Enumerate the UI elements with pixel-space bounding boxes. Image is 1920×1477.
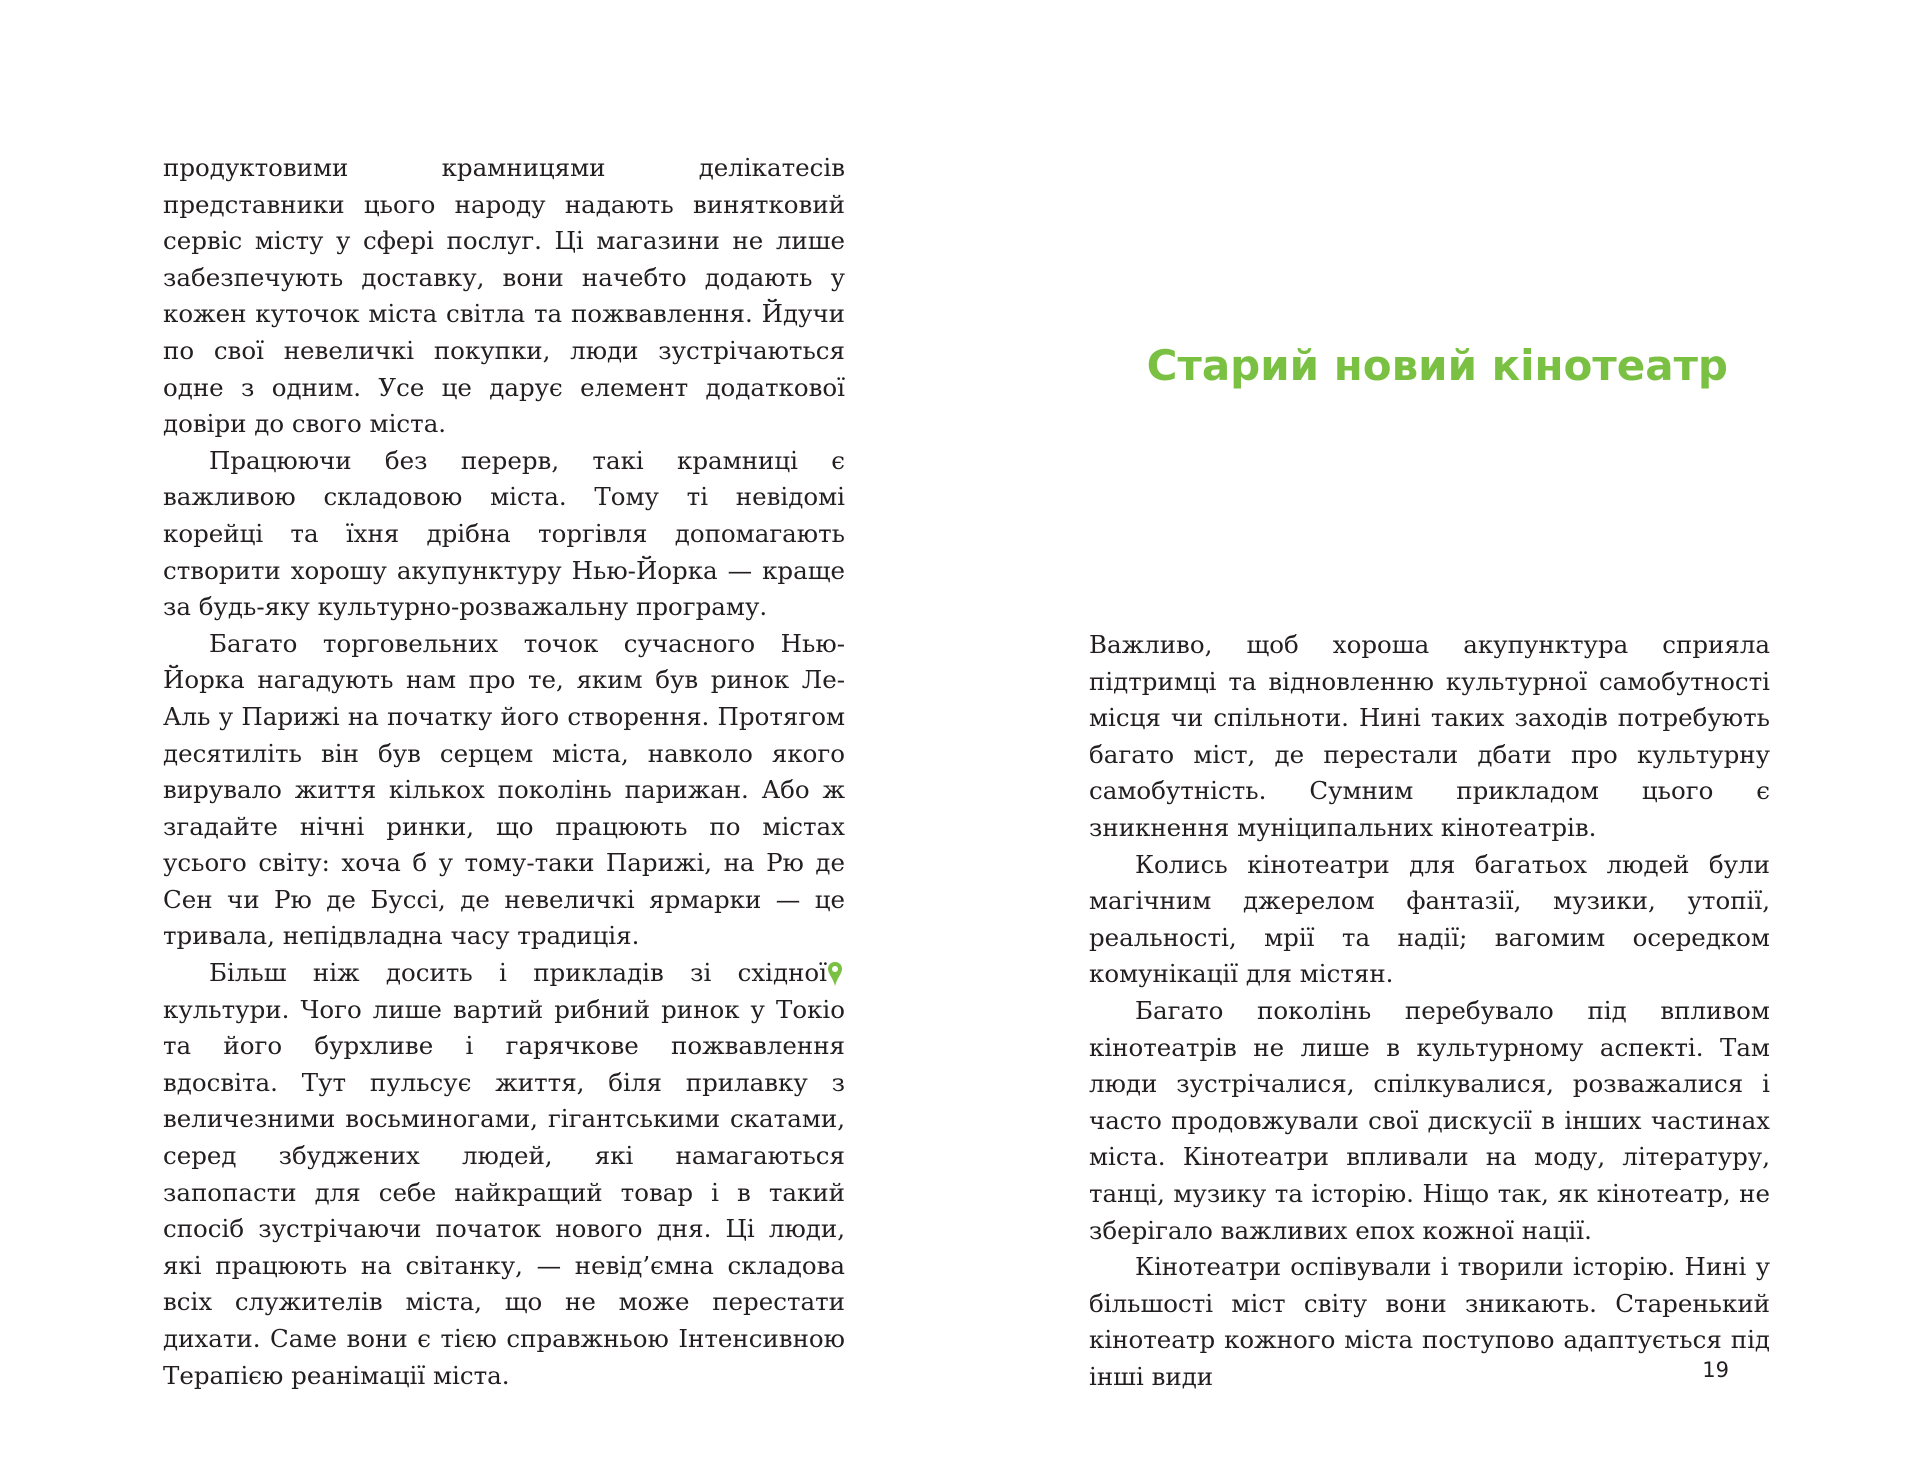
right-paragraph-3: Багато поколінь перебувало під впливом кінотеатрів не лише в культурному аспекті. Там люди зустрічалися, спілкувалися, розважалися і часто продовжували свої дискусії в інших частинах міста. Кінотеатри впливали на моду, літературу, танці, музику та історію. Ніщо так, як кінотеатр, не зберігало важливих епох кожної нації.: [1089, 995, 1770, 1245]
section-heading: Старий новий кінотеатр: [1146, 341, 1728, 390]
left-paragraph-4: [163, 955, 845, 1394]
right-paragraph-1: Важливо, щоб хороша акупунктура сприяла підтримці та відновленню культурної самобутності місця чи спільноти. Нині таких заходів потребують багато міст, де перестали дбати про культурну самобутність. Сумним прикладом цього є зникнення муніципальних кінотеатрів.: [1089, 630, 1770, 842]
left-paragraph-3: Багато торговельних точок сучасного Нью-Йорка нагадують нам про те, яким був ринок Ле-Аль у Парижі на початку його створення. Протягом десятиліть він був серцем міста, навколо якого вирувало життя кількох поколінь парижан. Або ж згадайте нічні ринки, що працюють по містах усього світу: хоча б у тому-таки Парижі, на Рю де Сен чи Рю де Буссі, де невеличкі ярмарки — це тривала, непідвладна часу традиція.: [163, 628, 845, 951]
right-paragraph-4: Кінотеатри оспівували і творили історію. Нині у більшості міст світу вони зникають. Старенький кінотеатр кожного міста поступово адаптується під інші види: [1089, 1252, 1770, 1391]
page-number: 19: [1702, 1358, 1729, 1382]
left-paragraph-2: Працюючи без перерв, такі крамниці є важливою складовою міста. Тому ті невідомі корейці та їхня дрібна торгівля допомагають створити хорошу акупунктуру Нью-Йорка — краще за будь-яку культурно-розважальну програму.: [163, 445, 845, 622]
left-text-column: [163, 150, 845, 1394]
right-paragraph-2: Колись кінотеатри для багатьох людей були магічним джерелом фантазії, музики, утопії, реальності, мрії та надії; вагомим осередком комунікації для містян.: [1089, 849, 1770, 989]
location-pin-icon: [827, 961, 843, 987]
right-page: [960, 0, 1920, 1477]
right-text-column: [1089, 627, 1770, 1395]
left-paragraph-4-text: Більш ніж досить і прикладів зі східної культури. Чого лише вартий рибний ринок у Токіо та його бурхливе і гарячкове пожвавлення вдосвіта. Тут пульсує життя, біля прилавку з величезними восьминогами, гігантськими скатами, серед збуджених людей, які намагаються запопасти для себе найкращий товар і в такий спосіб зустрічаючи початок нового дня. Ці люди, які працюють на світанку, — невід’ємна складова всіх служителів міста, що не може перестати дихати. Саме вони є тією справжньою Інтенсивною Терапією реанімації міста.: [163, 958, 845, 1390]
left-paragraph-1: продуктовими крамницями делікатесів представники цього народу надають винятковий сервіс місту у сфері послуг. Ці магазини не лише забезпечують доставку, вони начебто додають у кожен куточок міста світла та пожвавлення. Йдучи по свої невеличкі покупки, люди зустрічаються одне з одним. Усе це дарує елемент додаткової довіри до свого міста.: [163, 153, 845, 439]
